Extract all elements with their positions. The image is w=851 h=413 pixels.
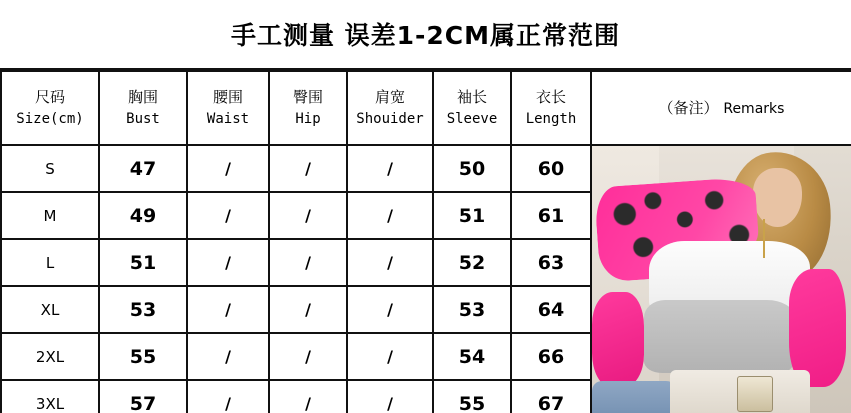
cell-shoulder: / xyxy=(347,239,433,286)
product-photo xyxy=(592,146,851,413)
cell-bust: 55 xyxy=(99,333,187,380)
header-remarks-cn: （备注） xyxy=(658,98,719,117)
header-size-cn: 尺码 xyxy=(34,87,65,106)
cell-size: M xyxy=(1,192,99,239)
cell-bust: 53 xyxy=(99,286,187,333)
header-remarks-en: Remarks xyxy=(723,100,785,117)
cell-sleeve: 55 xyxy=(433,380,511,413)
header-waist-cn: 腰围 xyxy=(212,87,243,106)
header-cell-length xyxy=(511,71,591,145)
photo-sweater-zipper xyxy=(763,219,765,258)
cell-waist: / xyxy=(187,239,269,286)
cell-shoulder: / xyxy=(347,333,433,380)
cell-bust: 57 xyxy=(99,380,187,413)
cell-length: 63 xyxy=(511,239,591,286)
cell-waist: / xyxy=(187,192,269,239)
header-bust-en: Bust xyxy=(126,110,160,127)
cell-size: XL xyxy=(1,286,99,333)
header-shoulder-en: Shouider xyxy=(356,110,424,127)
header-cell-bust xyxy=(99,71,187,145)
cell-shoulder: / xyxy=(347,145,433,192)
product-photo-cell xyxy=(591,145,851,413)
cell-sleeve: 52 xyxy=(433,239,511,286)
cell-hip: / xyxy=(269,333,347,380)
header-cell-waist xyxy=(187,71,269,145)
page-title: 手工测量 误差1-2CM属正常范围 xyxy=(230,21,621,50)
cell-sleeve: 54 xyxy=(433,333,511,380)
photo-belt-buckle xyxy=(737,376,773,412)
cell-hip: / xyxy=(269,380,347,413)
header-waist-en: Waist xyxy=(206,110,250,127)
header-length-en: Length xyxy=(525,110,577,127)
table-header-row xyxy=(1,71,851,145)
table-row xyxy=(1,145,851,192)
cell-sleeve: 53 xyxy=(433,286,511,333)
cell-shoulder: / xyxy=(347,286,433,333)
size-table xyxy=(0,70,851,413)
cell-sleeve: 51 xyxy=(433,192,511,239)
cell-waist: / xyxy=(187,145,269,192)
cell-bust: 49 xyxy=(99,192,187,239)
header-cell-size xyxy=(1,71,99,145)
cell-size: 2XL xyxy=(1,333,99,380)
cell-waist: / xyxy=(187,333,269,380)
cell-waist: / xyxy=(187,380,269,413)
header-cell-hip xyxy=(269,71,347,145)
cell-hip: / xyxy=(269,192,347,239)
cell-bust: 47 xyxy=(99,145,187,192)
cell-length: 66 xyxy=(511,333,591,380)
header-bust-cn: 胸围 xyxy=(127,87,158,106)
header-shoulder-cn: 肩宽 xyxy=(374,87,405,106)
cell-hip: / xyxy=(269,239,347,286)
cell-length: 67 xyxy=(511,380,591,413)
header-length-cn: 衣长 xyxy=(535,87,566,106)
cell-length: 60 xyxy=(511,145,591,192)
header-hip-cn: 臀围 xyxy=(292,87,323,106)
cell-size: 3XL xyxy=(1,380,99,413)
cell-shoulder: / xyxy=(347,192,433,239)
cell-shoulder: / xyxy=(347,380,433,413)
header-size-en: Size(cm) xyxy=(16,110,84,127)
header-cell-shoulder xyxy=(347,71,433,145)
header-cell-sleeve xyxy=(433,71,511,145)
cell-hip: / xyxy=(269,286,347,333)
header-sleeve-cn: 袖长 xyxy=(456,87,487,106)
cell-bust: 51 xyxy=(99,239,187,286)
cell-length: 64 xyxy=(511,286,591,333)
photo-sweater-left-sleeve xyxy=(592,292,644,387)
cell-size: L xyxy=(1,239,99,286)
cell-sleeve: 50 xyxy=(433,145,511,192)
chart-title-bar xyxy=(0,0,851,70)
photo-jeans xyxy=(592,381,680,413)
cell-length: 61 xyxy=(511,192,591,239)
header-cell-remarks xyxy=(591,71,851,145)
header-hip-en: Hip xyxy=(295,110,321,127)
header-sleeve-en: Sleeve xyxy=(446,110,498,127)
cell-hip: / xyxy=(269,145,347,192)
cell-waist: / xyxy=(187,286,269,333)
cell-size: S xyxy=(1,145,99,192)
photo-sweater-grey-panel xyxy=(644,300,794,373)
